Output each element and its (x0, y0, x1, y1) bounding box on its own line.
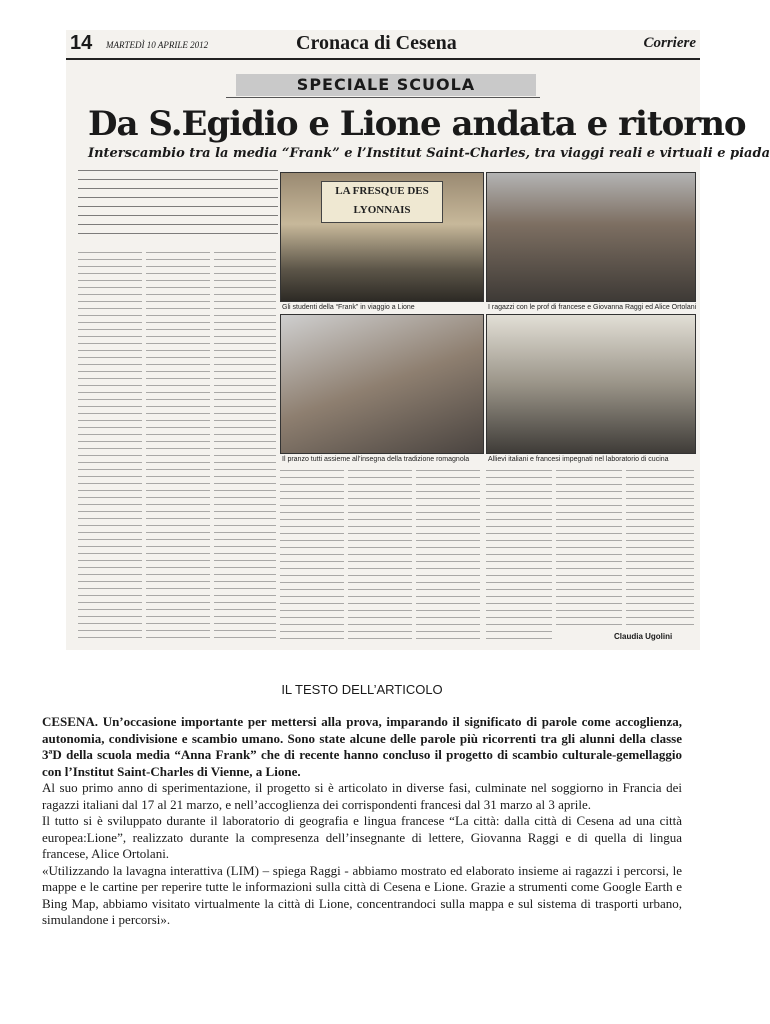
text-column (486, 470, 552, 640)
photo-caption: Allievi italiani e francesi impegnati nel laboratorio di cucina (488, 456, 669, 463)
article-paragraph: «Utilizzando la lavagna interattiva (LIM) – spiega Raggi - abbiamo mostrato ed elaborato insieme ai ragazzi i percorsi, le mappe e le cartine per reperire tutte le informazioni sulla città di Cesena e Lione. Grazie a strumenti come Google Earth e Bing Map, abbiamo visitato virtualmente la città di Lione, concentrandoci sulla mappa e sul sistema di trasporti urbano, simulandone i percorsi». (42, 862, 682, 927)
photo-caption: Il pranzo tutti assieme all’insegna della tradizione romagnola (282, 456, 470, 463)
photo-students-lyon (280, 172, 484, 302)
text-column (556, 470, 622, 630)
kicker-banner: SPECIALE SCUOLA (236, 74, 536, 96)
photo-caption: Gli studenti della “Frank” in viaggio a Lione (282, 304, 415, 311)
text-column (348, 470, 412, 640)
subheadline: Interscambio tra la media “Frank” e l’Institut Saint-Charles, tra viaggi reali e virtuali e piada (88, 146, 770, 161)
text-column (626, 470, 694, 628)
photo-caption: I ragazzi con le prof di francese e Giovanna Raggi ed Alice Ortolani (488, 304, 697, 311)
article-paragraph: Al suo primo anno di sperimentazione, il progetto si è articolato in diverse fasi, culminate nel soggiorno in Francia dei ragazzi italiani dal 17 al 21 marzo, e nell’accoglienza dei corrispondenti francesi dal 31 marzo al 3 aprile. (42, 780, 682, 812)
photo-cooking-lab (486, 314, 696, 454)
issue-date: MARTEDÌ 10 APRILE 2012 (106, 40, 209, 50)
text-column (214, 252, 276, 640)
headline: Da S.Egidio e Lione andata e ritorno (88, 104, 746, 144)
author-signature: Claudia Ugolini (614, 632, 673, 641)
photo-lunch (280, 314, 484, 454)
article-paragraph: Il tutto si è sviluppato durante il laboratorio di geografia e lingua francese “La città: dalla città di Cesena ad una città europea:Lione”, realizzato durante la compresenza dell’insegnante di lettere, Giovanna Raggi e di quella di lingua francese, Alice Ortolani. (42, 813, 682, 861)
article-lead: CESENA. Un’occasione importante per mettersi alla prova, imparando il significato di parole come accoglienza, autonomia, condivisione e scambio umano. Sono state alcune delle parole più ricorrenti tra gli alunni della classe 3ªD della scuola media “Anna Frank” che di recente hanno concluso il progetto di scambio culturale-gemellaggio con l’Institut Saint-Charles di Vienne, a Lione. (42, 714, 682, 779)
text-column (280, 470, 344, 640)
masthead (66, 30, 700, 60)
text-column (78, 252, 142, 640)
page-number: 14 (70, 32, 93, 54)
newspaper-clipping (66, 30, 770, 650)
shop-sign: LA FRESQUE DES LYONNAIS (321, 181, 443, 223)
text-column (146, 252, 210, 640)
photo-group-teachers (486, 172, 696, 302)
section-title: IL TESTO DELL’ARTICOLO (281, 682, 443, 697)
lead-text-block (78, 170, 278, 250)
section-name: Cronaca di Cesena (296, 32, 457, 54)
kicker-rule (226, 97, 540, 98)
text-column (416, 470, 480, 640)
article-body (42, 714, 682, 929)
newspaper-logo: Corriere (643, 35, 696, 51)
